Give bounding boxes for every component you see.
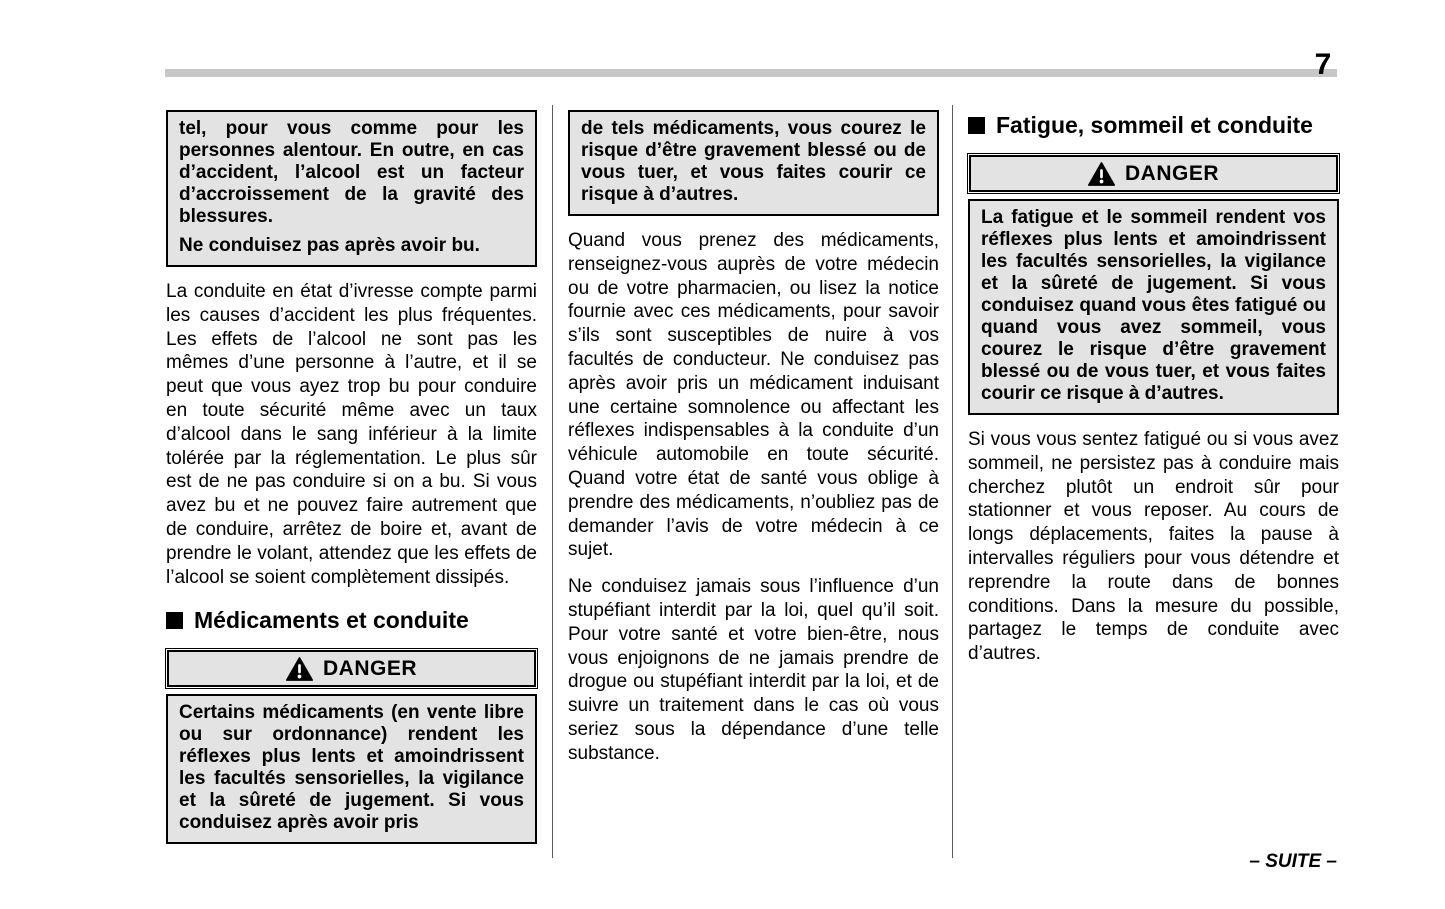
danger-label: DANGER — [1124, 161, 1219, 185]
warning-text-box — [166, 110, 537, 267]
column-3 — [968, 105, 1339, 676]
square-bullet-icon — [166, 612, 183, 629]
footer-continuation: – SUITE – — [1249, 851, 1337, 872]
body-paragraph: La conduite en état d’ivresse compte parmi les causes d’accident les plus fréquentes. Les effets de l’alcool ne sont pas les mêmes d’une personne à l’autre, et il se peut que vous ayez trop bu pour conduire en toute sécurité même avec un taux d’alcool dans le sang inférieur à la limite tolérée par la réglementation. Le plus sûr est de ne pas conduire si on a bu. Si vous avez bu et ne pouvez faire autrement que de conduire, arrêtez de boire et, avant de prendre le volant, attendez que les effets de l’alcool se soient complètement dissipés. — [166, 281, 537, 588]
column-divider — [552, 105, 553, 858]
column-1 — [166, 105, 537, 844]
danger-header — [167, 650, 536, 687]
warning-text-paragraph: Certains médicaments (en vente libre ou sur ordonnance) rendent les réflexes plus lents et amoindrissent les facultés sensorielles, la vigilance et la sûreté de jugement. Si vous conduisez après avoir pris — [179, 702, 524, 834]
warning-text-paragraph: tel, pour vous comme pour les personnes alentour. En outre, en cas d’accident, l’alcool est un facteur d’accroissement de la gravité des blessures. — [179, 118, 524, 227]
body-paragraph: Si vous vous sentez fatigué ou si vous avez sommeil, ne persistez pas à conduire mais cherchez plutôt un endroit sûr pour stationner et vous reposer. Au cours de longs déplacements, faites la pause à intervalles réguliers pour vous détendre et reprendre la route dans de bonnes conditions. Dans la mesure du possible, partagez le temps de conduite avec d’autres. — [968, 429, 1339, 665]
section-heading — [968, 112, 1339, 139]
header-rule — [165, 69, 1337, 77]
body-paragraph: Quand vous prenez des médicaments, renseignez-vous auprès de votre médecin ou de votre pharmacien, ou lisez la notice fournie avec ces médicaments, pour savoir s’ils sont susceptibles de nuire à vos facultés de conducteur. Ne conduisez pas après avoir pris un médicament induisant une certaine somnolence ou affectant les réflexes indispensables à la conduite d’un véhicule automobile en toute sécurité. Quand votre état de santé vous oblige à prendre des médicaments, n’oubliez pas de demander l’avis de votre médecin à ce sujet. — [568, 230, 939, 561]
section-heading-label: Fatigue, sommeil et conduite — [996, 112, 1313, 138]
square-bullet-icon — [968, 117, 985, 134]
body-paragraph: Ne conduisez jamais sous l’influence d’un stupéfiant interdit par la loi, quel qu’il soit. Pour votre santé et votre bien-être, nous vous enjoignons de ne jamais prendre de drogue ou stupéfiant interdit par la loi, et de suivre un traitement dans le cas où vous seriez sous la dépendance d’une telle substance. — [568, 576, 939, 764]
section-heading — [166, 607, 537, 634]
danger-label: DANGER — [322, 656, 417, 680]
column-2 — [568, 105, 939, 776]
warning-text-paragraph: de tels médicaments, vous courez le risque d’être gravement blessé ou de vous tuer, et vous faites courir ce risque à d’autres. — [581, 118, 926, 205]
warning-text-box — [968, 199, 1339, 415]
warning-text-box — [166, 694, 537, 844]
danger-header — [969, 155, 1338, 192]
warning-text-paragraph: La fatigue et le sommeil rendent vos réflexes plus lents et amoindrissent les facultés sensorielles, la vigilance et la sûreté de jugement. Si vous conduisez quand vous êtes fatigué ou quand vous avez sommeil, vous courez le risque d’être gravement blessé ou de vous tuer, et vous faites courir ce risque à d’autres. — [981, 207, 1326, 404]
column-divider — [952, 105, 953, 858]
page-number: 7 — [1314, 48, 1332, 81]
warning-triangle-icon — [286, 657, 313, 681]
warning-text-paragraph: Ne conduisez pas après avoir bu. — [179, 235, 480, 256]
section-heading-label: Médicaments et conduite — [194, 607, 469, 634]
warning-triangle-icon — [1088, 162, 1115, 186]
warning-text-box — [568, 110, 939, 216]
